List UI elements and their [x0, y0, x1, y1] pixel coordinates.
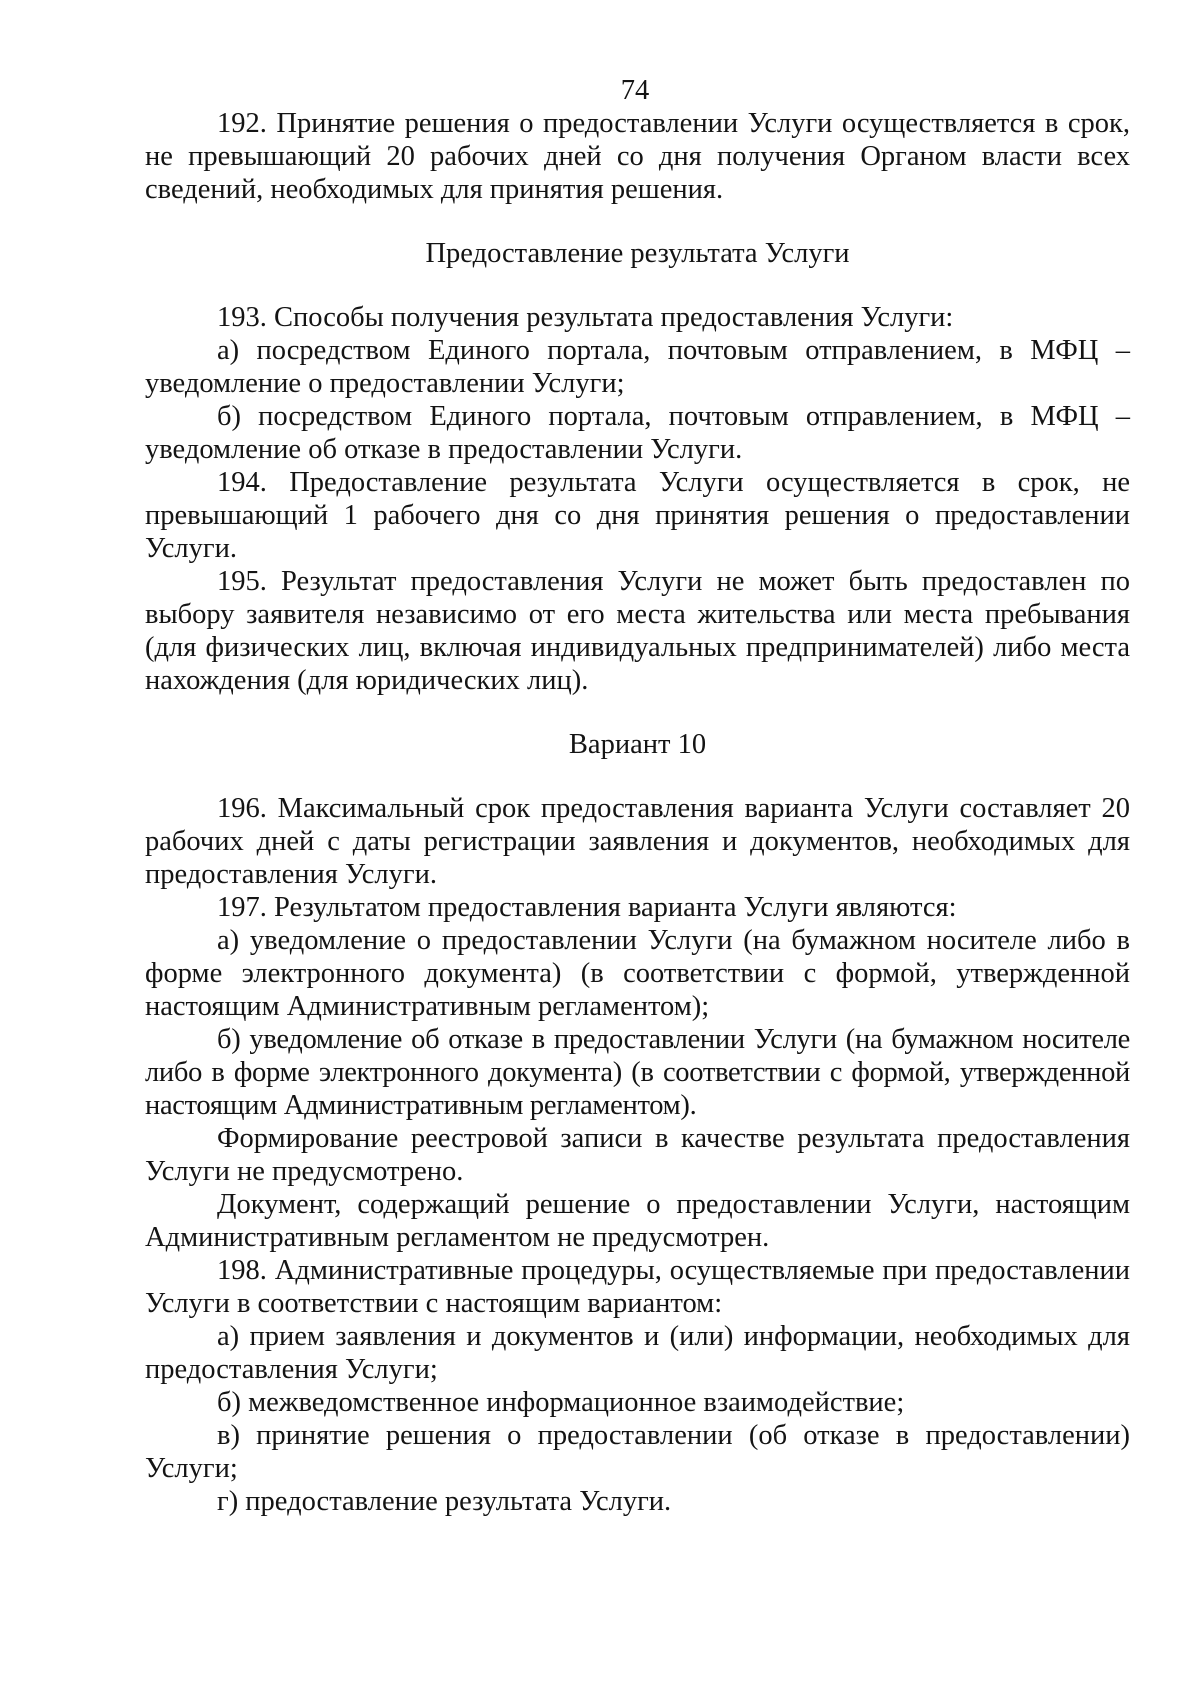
paragraph-192: 192. Принятие решения о предоставлении Услуги осуществляется в срок, не превышающий 20 рабочих дней со дня получения Органом власти всех сведений, необходимых для принятия решения. [145, 108, 1130, 205]
paragraph-197: 197. Результатом предоставления варианта Услуги являются: [217, 892, 957, 923]
paragraph-198-a: а) прием заявления и документов и (или) информации, необходимых для предоставления Услуги; [145, 1321, 1130, 1385]
page-number: 74 [620, 75, 650, 106]
paragraph-196: 196. Максимальный срок предоставления варианта Услуги составляет 20 рабочих дней с даты регистрации заявления и документов, необходимых для предоставления Услуги. [145, 793, 1130, 890]
paragraph-193-a: а) посредством Единого портала, почтовым отправлением, в МФЦ – уведомление о предоставлении Услуги; [145, 335, 1130, 399]
paragraph-197-a: а) уведомление о предоставлении Услуги (на бумажном носителе либо в форме электронного документа) (в соответствии с формой, утвержденной настоящим Административным регламентом); [145, 925, 1130, 1022]
paragraph-decision-document: Документ, содержащий решение о предоставлении Услуги, настоящим Административным регламентом не предусмотрен. [145, 1189, 1130, 1253]
document-body [145, 107, 1130, 1518]
paragraph-198-v: в) принятие решения о предоставлении (об отказе в предоставлении) Услуги; [145, 1420, 1130, 1484]
paragraph-194: 194. Предоставление результата Услуги осуществляется в срок, не превышающий 1 рабочего дня со дня принятия решения о предоставлении Услуги. [145, 467, 1130, 564]
paragraph-193: 193. Способы получения результата предоставления Услуги: [217, 302, 954, 333]
heading-variant-10: Вариант 10 [568, 729, 707, 760]
paragraph-198-g: г) предоставление результата Услуги. [217, 1486, 672, 1517]
paragraph-197-b: б) уведомление об отказе в предоставлении Услуги (на бумажном носителе либо в форме электронного документа) (в соответствии с формой, утвержденной настоящим Административным регламентом). [145, 1024, 1130, 1121]
paragraph-193-b: б) посредством Единого портала, почтовым отправлением, в МФЦ – уведомление об отказе в предоставлении Услуги. [145, 401, 1130, 465]
heading-result-delivery: Предоставление результата Услуги [425, 238, 850, 269]
paragraph-195: 195. Результат предоставления Услуги не может быть предоставлен по выбору заявителя независимо от его места жительства или места пребывания (для физических лиц, включая индивидуальных предпринимателей) либо места нахождения (для юридических лиц). [145, 566, 1130, 696]
paragraph-registry-record: Формирование реестровой записи в качестве результата предоставления Услуги не предусмотрено. [145, 1123, 1130, 1187]
paragraph-198: 198. Административные процедуры, осуществляемые при предоставлении Услуги в соответствии с настоящим вариантом: [145, 1255, 1130, 1319]
paragraph-198-b: б) межведомственное информационное взаимодействие; [217, 1387, 905, 1418]
